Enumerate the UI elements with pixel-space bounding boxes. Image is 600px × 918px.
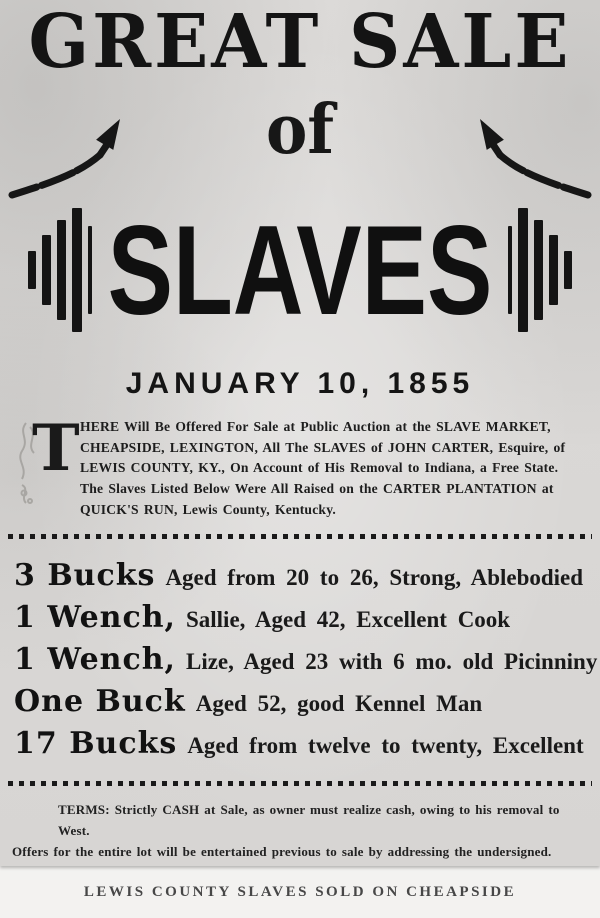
lot-row: [14, 599, 600, 641]
lot-row: [14, 725, 600, 767]
dotted-divider-top: [8, 534, 592, 539]
arrows-row: [0, 91, 600, 195]
terms-line-2: Offers for the entire lot will be entertained previous to sale by addressing the undersigned.: [12, 843, 552, 859]
right-arrow-icon: [442, 97, 592, 206]
dropcap-letter: T: [32, 411, 80, 486]
lot-detail: Aged from 20 to 26, Strong, Ablebodied: [165, 565, 584, 591]
lot-row: [14, 683, 600, 725]
lot-quantity: 3 Bucks: [14, 558, 156, 594]
lot-quantity: 1 Wench,: [14, 642, 176, 678]
poster-headline: SLAVES: [107, 198, 493, 342]
intro-paragraph: [16, 411, 584, 520]
lot-detail: Aged from twelve to twenty, Excellent: [187, 733, 584, 759]
of-word: of: [265, 89, 335, 170]
terms-section: [12, 800, 588, 862]
headline-right-bars-icon: [508, 208, 572, 332]
lot-quantity: 17 Bucks: [14, 726, 178, 762]
poster-title: GREAT SALE: [28, 0, 572, 85]
dropcap-box: [16, 411, 80, 505]
lot-detail: Aged 52, good Kennel Man: [195, 691, 483, 717]
left-arrow-icon: [8, 97, 158, 206]
headline-row: [0, 199, 600, 341]
lot-quantity: 1 Wench,: [14, 600, 176, 636]
archive-caption: LEWIS COUNTY SLAVES SOLD ON CHEAPSIDE: [83, 883, 517, 900]
lot-detail: Lize, Aged 23 with 6 mo. old Picinniny: [185, 649, 598, 675]
lot-row: [14, 641, 600, 683]
archive-caption-strip: [0, 866, 600, 918]
headline-left-bars-icon: [28, 208, 92, 332]
lot-row: [14, 557, 600, 599]
dotted-divider-bottom: [8, 781, 592, 786]
lot-quantity: One Buck: [14, 684, 186, 720]
auction-date: JANUARY 10, 1855: [125, 367, 475, 400]
lot-detail: Sallie, Aged 42, Excellent Cook: [185, 607, 511, 633]
intro-text: HERE Will Be Offered For Sale at Public Auction at the SLAVE MARKET, CHEAPSIDE, LEXINGTON, All The SLAVES of JOHN CARTER, Esquire, of LEWIS COUNTY, KY., On Account of His Removal to Indiana, a Free State. The Slaves Listed Below Were All Raised on the CARTER PLANTATION at QUICK'S RUN, Lewis County, Kentucky.: [80, 419, 566, 517]
lots-list: [14, 557, 600, 767]
terms-line-1: TERMS: Strictly CASH at Sale, as owner must realize cash, owing to his removal to West.: [58, 802, 560, 839]
